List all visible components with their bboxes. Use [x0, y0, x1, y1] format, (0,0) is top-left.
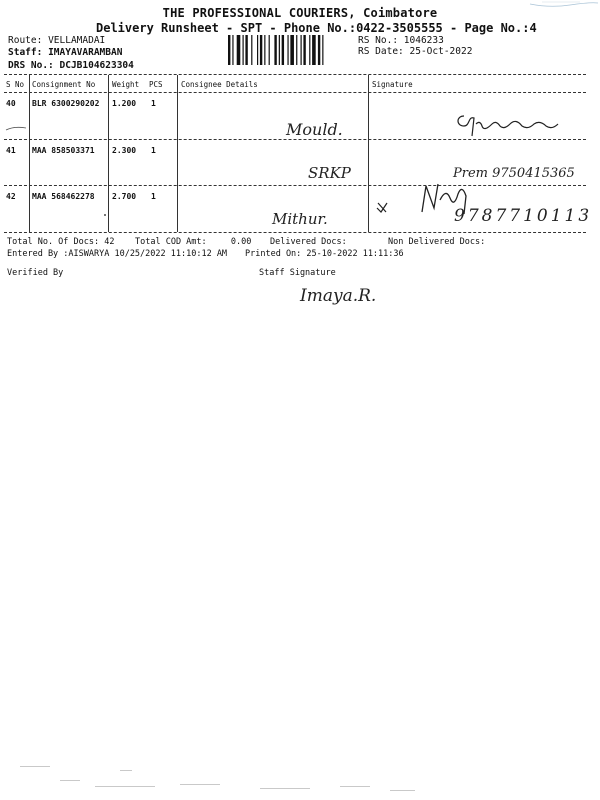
cell-sno: 42: [6, 192, 16, 201]
handwritten-signature: [452, 110, 562, 138]
staff-value: IMAYAVARAMBAN: [48, 47, 123, 58]
margin-mark: [4, 124, 28, 132]
cell-weight: 1.200: [112, 99, 137, 108]
handwritten-consignee: SRKP: [308, 164, 351, 182]
rs-date-line: [358, 46, 472, 57]
header-sno: S No: [6, 80, 25, 89]
rs-no-label: RS No.:: [358, 35, 399, 46]
runsheet-subtitle: Delivery Runsheet - SPT - Phone No.:0422-3505555 - Page No.:4: [96, 21, 537, 35]
cell-pcs: 1: [151, 146, 156, 155]
barcode: [228, 35, 354, 65]
delivered-docs-label: Delivered Docs:: [270, 237, 347, 247]
table-top-rule: [4, 74, 586, 75]
drs-label: DRS No.:: [8, 60, 54, 71]
cell-consignment: BLR 6300290202: [32, 99, 100, 108]
route-value: VELLAMADAI: [48, 35, 106, 46]
header-consignment: Consignment No: [32, 80, 96, 89]
printed-on: Printed On: 25-10-2022 11:11:36: [245, 249, 404, 259]
total-cod: [135, 237, 251, 247]
scan-noise: [0, 756, 600, 796]
staff-label: Staff:: [8, 47, 43, 58]
company-title: THE PROFESSIONAL COURIERS, Coimbatore: [162, 6, 438, 20]
staff-line: [8, 47, 122, 58]
cell-pcs: 1: [151, 192, 156, 201]
cod-value: 0.00: [230, 237, 252, 247]
cell-weight: 2.300: [112, 146, 137, 155]
column-divider: [177, 75, 178, 232]
drs-value: DCJB104623304: [59, 60, 134, 71]
cell-weight: 2.700: [112, 192, 137, 201]
cell-sno: 40: [6, 99, 16, 108]
header-weight: Weight: [112, 80, 140, 89]
staff-signature-label: Staff Signature: [259, 268, 336, 278]
column-divider: [29, 75, 30, 232]
cell-sno: 41: [6, 146, 16, 155]
verified-by: Verified By: [7, 268, 64, 278]
total-docs-label: Total No. Of Docs:: [7, 237, 100, 247]
total-docs: [7, 237, 115, 247]
handwritten-consignee: Mould.: [286, 120, 343, 139]
handwritten-phone: 9787710113: [454, 206, 593, 226]
non-delivered-docs-label: Non Delivered Docs:: [388, 237, 486, 247]
cod-label: Total COD Amt:: [135, 237, 207, 247]
dot-mark: [104, 214, 106, 216]
rs-date-value: 25-Oct-2022: [409, 46, 473, 57]
header-consignee: Consignee Details: [181, 80, 258, 89]
rs-no-value: 1046233: [403, 35, 444, 46]
header-signature: Signature: [372, 80, 413, 89]
table-bottom-rule: [4, 232, 586, 233]
entered-by: Entered By :AISWARYA 10/25/2022 11:10:12 AM: [7, 249, 228, 259]
route-label: Route:: [8, 35, 43, 46]
drs-line: [8, 60, 134, 71]
cell-consignment: MAA 568462278: [32, 192, 95, 201]
handwritten-signature: Prem 9750415365: [453, 166, 575, 181]
column-divider: [368, 75, 369, 232]
rs-no-line: [358, 35, 444, 46]
handwritten-consignee: Mithur.: [272, 210, 328, 228]
total-docs-value: 42: [104, 237, 115, 247]
staff-signature-handwritten: Imaya.R.: [300, 286, 377, 306]
header-bottom-rule: [4, 92, 586, 93]
row-rule: [4, 139, 586, 140]
row-rule: [4, 185, 586, 186]
header-pcs: PCS: [149, 80, 163, 89]
tick-mark: [374, 200, 390, 216]
route-line: [8, 35, 105, 46]
rs-date-label: RS Date:: [358, 46, 404, 57]
cell-pcs: 1: [151, 99, 156, 108]
cell-consignment: MAA 858503371: [32, 146, 95, 155]
column-divider: [108, 75, 109, 232]
